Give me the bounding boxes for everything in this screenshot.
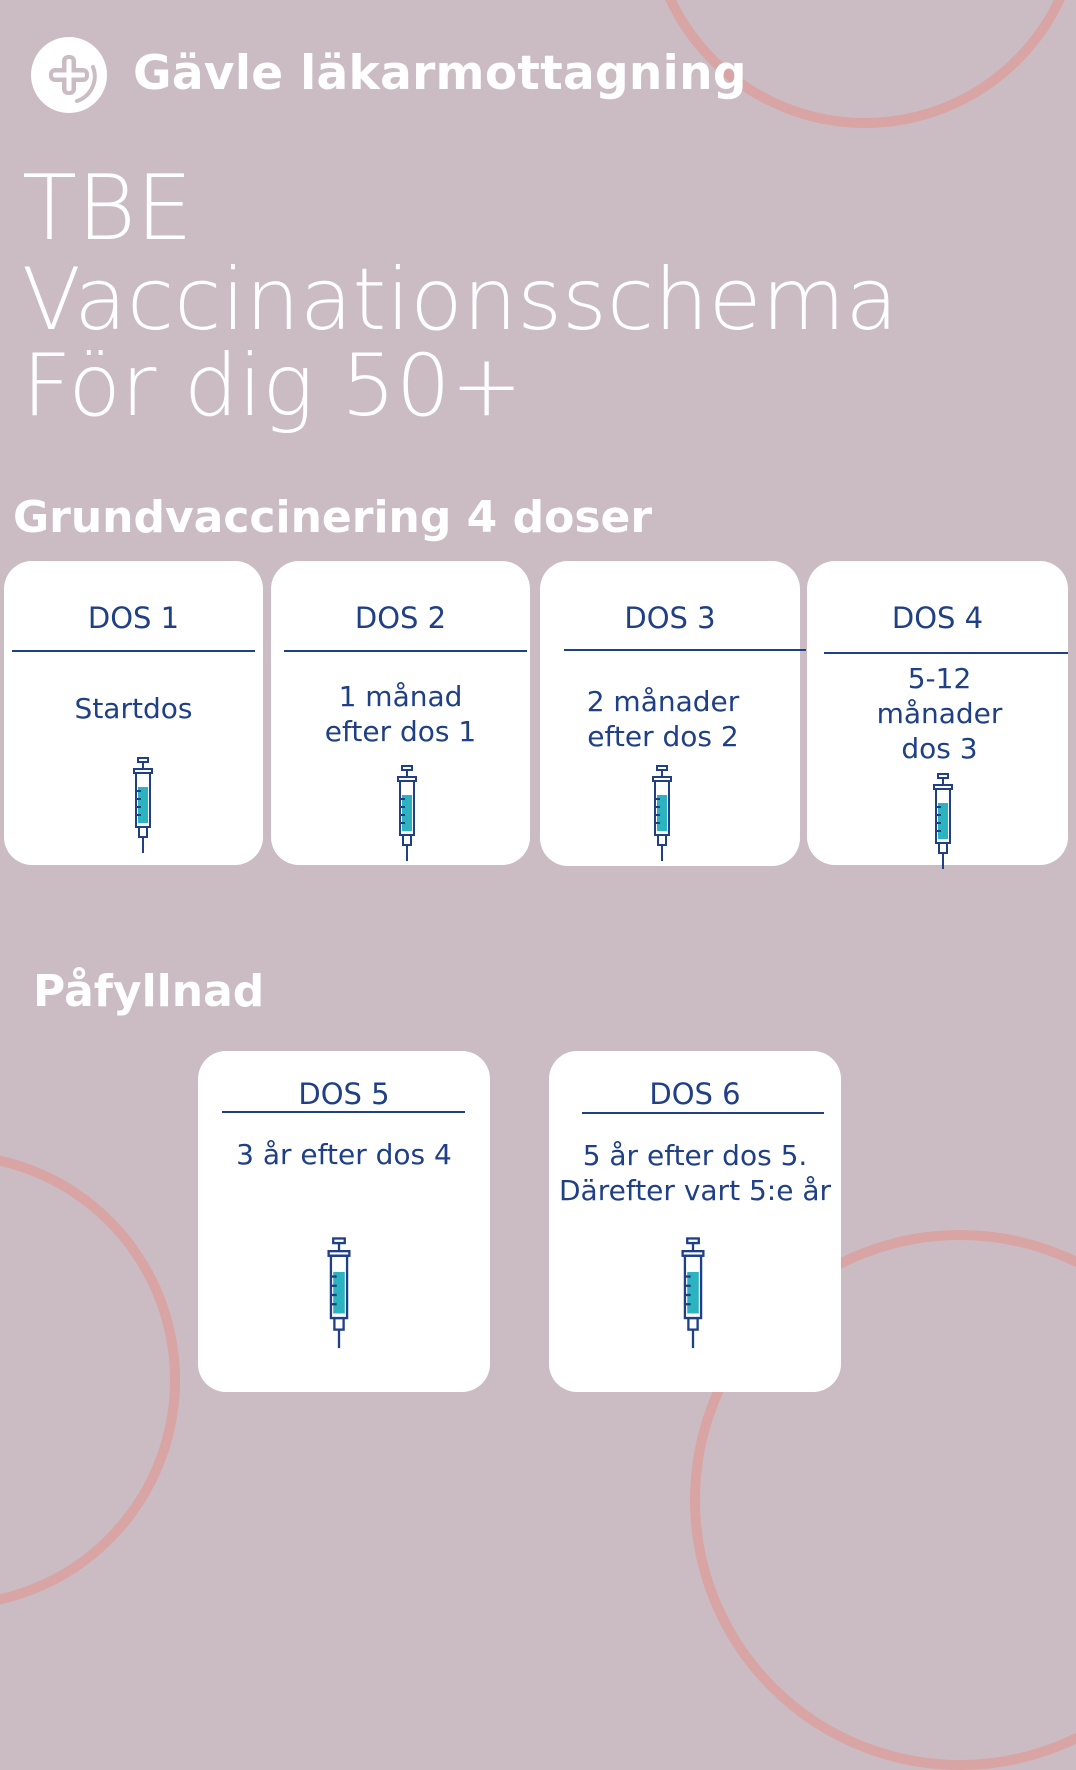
dose-card-1 — [4, 561, 263, 865]
dose-label: DOS 4 — [891, 601, 984, 635]
divider — [12, 650, 255, 652]
dose-label: DOS 6 — [649, 1077, 741, 1111]
dose-card-2 — [271, 561, 530, 865]
dose-label: DOS 5 — [298, 1077, 390, 1111]
dose-timing-line: 3 år efter dos 4 — [236, 1138, 452, 1171]
syringe-icon — [930, 773, 956, 873]
page-title-line-2: Vaccinationsschema — [22, 250, 899, 350]
dose-label: DOS 2 — [354, 601, 447, 635]
dose-timing-line: 5-12 — [907, 662, 972, 695]
basic-vaccination-heading: Grundvaccinering 4 doser — [13, 492, 653, 543]
dose-timing — [526, 684, 800, 754]
page-title-line-1: TBE — [22, 156, 193, 261]
divider — [564, 649, 806, 651]
dose-label: DOS 3 — [624, 601, 716, 635]
dose-timing-line: månader — [876, 697, 1003, 730]
syringe-icon — [678, 1233, 708, 1357]
dose-label: DOS 1 — [87, 601, 180, 635]
dose-timing — [811, 661, 1068, 766]
dose-timing-line: efter dos 2 — [587, 720, 739, 753]
dose-timing-line: 2 månader — [586, 685, 740, 718]
divider — [284, 650, 527, 652]
dose-timing-line: 5 år efter dos 5. — [582, 1139, 808, 1172]
dose-timing — [271, 679, 530, 749]
booster-heading: Påfyllnad — [33, 966, 265, 1017]
syringe-icon — [649, 765, 675, 865]
decorative-ring-left — [0, 1150, 180, 1610]
dose-card-3 — [540, 561, 800, 866]
page-title-line-3: För dig 50+ — [22, 336, 523, 436]
syringe-icon — [130, 757, 156, 857]
dose-card-4 — [807, 561, 1068, 865]
dose-timing-line: 1 månad — [338, 680, 463, 713]
dose-card-6 — [549, 1051, 841, 1392]
dose-timing-line: Startdos — [74, 692, 193, 725]
syringe-icon — [324, 1233, 354, 1357]
divider — [824, 652, 1068, 654]
dose-timing — [549, 1138, 841, 1208]
divider — [222, 1111, 465, 1113]
dose-timing-line: efter dos 1 — [324, 715, 477, 748]
medical-plus-icon — [31, 37, 107, 113]
dose-timing — [198, 1137, 490, 1172]
divider — [582, 1112, 824, 1114]
dose-timing-line: Därefter vart 5:e år — [559, 1174, 831, 1207]
clinic-name: Gävle läkarmottagning — [133, 46, 747, 101]
syringe-icon — [394, 765, 420, 865]
dose-timing-line: dos 3 — [901, 732, 978, 765]
dose-timing — [4, 691, 263, 726]
dose-card-5 — [198, 1051, 490, 1392]
